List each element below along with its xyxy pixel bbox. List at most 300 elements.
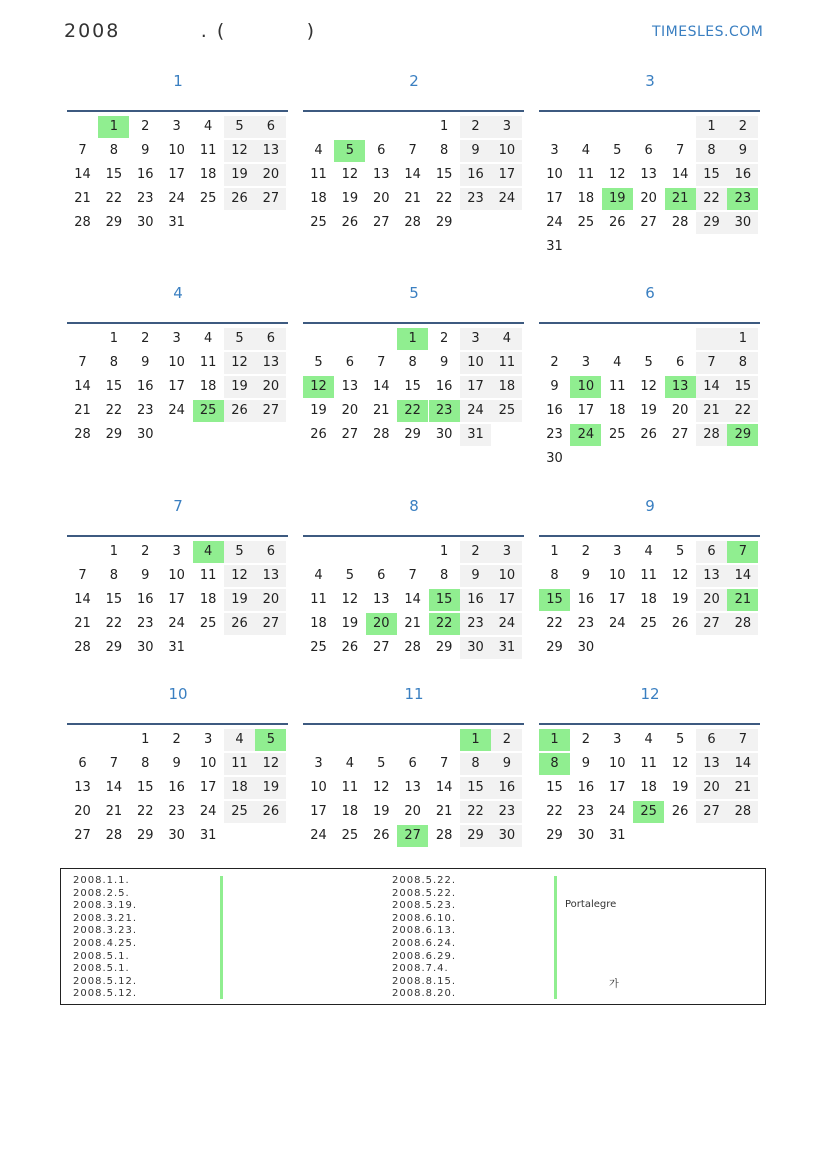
day-cell[interactable]: 3 bbox=[491, 116, 522, 138]
day-cell[interactable]: 9 bbox=[439, 355, 449, 370]
day-cell[interactable]: 5 bbox=[377, 756, 386, 771]
day-cell[interactable]: 24 bbox=[199, 804, 217, 819]
day-cell[interactable]: 17 bbox=[168, 167, 185, 182]
day-cell[interactable]: 20 bbox=[74, 804, 91, 819]
day-cell[interactable]: 18 bbox=[609, 403, 626, 418]
day-cell[interactable]: 14 bbox=[373, 379, 390, 394]
day-cell[interactable]: 27 bbox=[373, 640, 390, 655]
day-cell[interactable]: 14 bbox=[404, 167, 421, 182]
holiday-day-cell[interactable]: 27 bbox=[397, 825, 428, 847]
day-cell[interactable]: 24 bbox=[168, 403, 185, 418]
day-cell[interactable]: 28 bbox=[671, 215, 689, 230]
day-cell[interactable]: 24 bbox=[491, 613, 522, 635]
day-cell[interactable]: 29 bbox=[105, 215, 123, 230]
day-cell[interactable]: 17 bbox=[310, 804, 327, 819]
day-cell[interactable]: 31 bbox=[199, 828, 217, 843]
day-cell[interactable]: 27 bbox=[255, 400, 286, 422]
day-cell[interactable]: 4 bbox=[203, 119, 213, 134]
day-cell[interactable]: 3 bbox=[460, 328, 491, 350]
day-cell[interactable]: 17 bbox=[491, 589, 522, 611]
day-cell[interactable]: 10 bbox=[491, 565, 522, 587]
day-cell[interactable]: 27 bbox=[255, 613, 286, 635]
day-cell[interactable]: 11 bbox=[491, 352, 522, 374]
day-cell[interactable]: 10 bbox=[168, 143, 185, 158]
day-cell[interactable]: 15 bbox=[105, 592, 123, 607]
day-cell[interactable]: 23 bbox=[491, 801, 522, 823]
holiday-day-cell[interactable]: 25 bbox=[633, 801, 664, 823]
day-cell[interactable]: 31 bbox=[168, 215, 185, 230]
day-cell[interactable]: 23 bbox=[137, 403, 154, 418]
day-cell[interactable]: 13 bbox=[696, 565, 727, 587]
day-cell[interactable]: 9 bbox=[460, 140, 491, 162]
day-cell[interactable]: 18 bbox=[199, 379, 217, 394]
day-cell[interactable]: 24 bbox=[310, 828, 327, 843]
day-cell[interactable]: 22 bbox=[105, 616, 123, 631]
day-cell[interactable]: 9 bbox=[141, 355, 150, 370]
day-cell[interactable]: 5 bbox=[675, 732, 685, 747]
day-cell[interactable]: 1 bbox=[439, 119, 449, 134]
day-cell[interactable]: 17 bbox=[491, 164, 522, 186]
day-cell[interactable]: 16 bbox=[546, 403, 563, 418]
day-cell[interactable]: 13 bbox=[373, 167, 390, 182]
day-cell[interactable]: 13 bbox=[74, 780, 91, 795]
day-cell[interactable]: 25 bbox=[341, 828, 359, 843]
day-cell[interactable]: 28 bbox=[696, 424, 727, 446]
day-cell[interactable]: 6 bbox=[377, 568, 386, 583]
day-cell[interactable]: 7 bbox=[727, 729, 758, 751]
day-cell[interactable]: 2 bbox=[550, 355, 559, 370]
day-cell[interactable]: 2 bbox=[491, 729, 522, 751]
holiday-day-cell[interactable]: 12 bbox=[303, 376, 334, 398]
day-cell[interactable]: 24 bbox=[491, 188, 522, 210]
day-cell[interactable]: 16 bbox=[137, 592, 154, 607]
day-cell[interactable]: 30 bbox=[460, 637, 491, 659]
day-cell[interactable]: 1 bbox=[109, 544, 119, 559]
day-cell[interactable]: 5 bbox=[224, 541, 255, 563]
day-cell[interactable]: 10 bbox=[168, 568, 185, 583]
day-cell[interactable]: 11 bbox=[577, 167, 595, 182]
day-cell[interactable]: 20 bbox=[373, 191, 390, 206]
day-cell[interactable]: 28 bbox=[74, 427, 91, 442]
day-cell[interactable]: 11 bbox=[199, 568, 217, 583]
day-cell[interactable]: 26 bbox=[341, 640, 359, 655]
day-cell[interactable]: 20 bbox=[255, 589, 286, 611]
day-cell[interactable]: 8 bbox=[109, 568, 119, 583]
day-cell[interactable]: 6 bbox=[255, 116, 286, 138]
day-cell[interactable]: 2 bbox=[460, 541, 491, 563]
day-cell[interactable]: 2 bbox=[141, 544, 150, 559]
day-cell[interactable]: 15 bbox=[137, 780, 154, 795]
day-cell[interactable]: 8 bbox=[550, 568, 559, 583]
day-cell[interactable]: 19 bbox=[341, 191, 359, 206]
day-cell[interactable]: 29 bbox=[460, 825, 491, 847]
day-cell[interactable]: 15 bbox=[435, 167, 453, 182]
day-cell[interactable]: 11 bbox=[341, 780, 359, 795]
holiday-day-cell[interactable]: 21 bbox=[665, 188, 696, 210]
day-cell[interactable]: 6 bbox=[255, 541, 286, 563]
day-cell[interactable]: 6 bbox=[78, 756, 87, 771]
day-cell[interactable]: 26 bbox=[255, 801, 286, 823]
day-cell[interactable]: 11 bbox=[310, 592, 327, 607]
day-cell[interactable]: 23 bbox=[577, 616, 595, 631]
day-cell[interactable]: 4 bbox=[345, 756, 355, 771]
day-cell[interactable]: 14 bbox=[74, 167, 91, 182]
day-cell[interactable]: 9 bbox=[581, 756, 591, 771]
day-cell[interactable]: 11 bbox=[224, 753, 255, 775]
day-cell[interactable]: 1 bbox=[109, 331, 119, 346]
day-cell[interactable]: 15 bbox=[105, 167, 123, 182]
day-cell[interactable]: 4 bbox=[224, 729, 255, 751]
day-cell[interactable]: 2 bbox=[141, 119, 150, 134]
day-cell[interactable]: 3 bbox=[581, 355, 591, 370]
day-cell[interactable]: 25 bbox=[310, 215, 327, 230]
day-cell[interactable]: 18 bbox=[491, 376, 522, 398]
day-cell[interactable]: 22 bbox=[546, 804, 563, 819]
day-cell[interactable]: 19 bbox=[310, 403, 327, 418]
day-cell[interactable]: 13 bbox=[255, 140, 286, 162]
day-cell[interactable]: 23 bbox=[137, 191, 154, 206]
day-cell[interactable]: 1 bbox=[439, 544, 449, 559]
day-cell[interactable]: 18 bbox=[310, 616, 327, 631]
day-cell[interactable]: 12 bbox=[224, 565, 255, 587]
day-cell[interactable]: 10 bbox=[168, 355, 185, 370]
day-cell[interactable]: 12 bbox=[609, 167, 626, 182]
day-cell[interactable]: 15 bbox=[404, 379, 421, 394]
day-cell[interactable]: 14 bbox=[105, 780, 123, 795]
day-cell[interactable]: 18 bbox=[640, 592, 657, 607]
day-cell[interactable]: 1 bbox=[550, 544, 559, 559]
day-cell[interactable]: 29 bbox=[546, 828, 563, 843]
day-cell[interactable]: 5 bbox=[314, 355, 323, 370]
day-cell[interactable]: 24 bbox=[609, 804, 626, 819]
day-cell[interactable]: 7 bbox=[408, 143, 417, 158]
day-cell[interactable]: 7 bbox=[408, 568, 417, 583]
day-cell[interactable]: 12 bbox=[341, 592, 359, 607]
day-cell[interactable]: 23 bbox=[577, 804, 595, 819]
day-cell[interactable]: 3 bbox=[314, 756, 323, 771]
holiday-day-cell[interactable]: 21 bbox=[727, 589, 758, 611]
holiday-day-cell[interactable]: 23 bbox=[727, 188, 758, 210]
day-cell[interactable]: 24 bbox=[546, 215, 563, 230]
day-cell[interactable]: 26 bbox=[310, 427, 327, 442]
day-cell[interactable]: 21 bbox=[696, 400, 727, 422]
day-cell[interactable]: 16 bbox=[460, 164, 491, 186]
day-cell[interactable]: 7 bbox=[78, 355, 87, 370]
day-cell[interactable]: 22 bbox=[105, 191, 123, 206]
day-cell[interactable]: 20 bbox=[671, 403, 689, 418]
day-cell[interactable]: 3 bbox=[172, 544, 181, 559]
day-cell[interactable]: 24 bbox=[609, 616, 626, 631]
day-cell[interactable]: 11 bbox=[640, 568, 657, 583]
day-cell[interactable]: 3 bbox=[550, 143, 559, 158]
day-cell[interactable]: 16 bbox=[577, 592, 595, 607]
day-cell[interactable]: 6 bbox=[644, 143, 653, 158]
day-cell[interactable]: 2 bbox=[581, 732, 591, 747]
day-cell[interactable]: 19 bbox=[640, 403, 657, 418]
day-cell[interactable]: 19 bbox=[224, 376, 255, 398]
day-cell[interactable]: 6 bbox=[696, 729, 727, 751]
day-cell[interactable]: 3 bbox=[172, 331, 181, 346]
day-cell[interactable]: 25 bbox=[310, 640, 327, 655]
day-cell[interactable]: 21 bbox=[105, 804, 123, 819]
day-cell[interactable]: 9 bbox=[550, 379, 559, 394]
day-cell[interactable]: 20 bbox=[404, 804, 421, 819]
holiday-day-cell[interactable]: 7 bbox=[727, 541, 758, 563]
day-cell[interactable]: 3 bbox=[203, 732, 213, 747]
day-cell[interactable]: 31 bbox=[609, 828, 626, 843]
day-cell[interactable]: 16 bbox=[491, 777, 522, 799]
day-cell[interactable]: 26 bbox=[671, 804, 689, 819]
holiday-day-cell[interactable]: 22 bbox=[429, 613, 460, 635]
holiday-day-cell[interactable]: 20 bbox=[366, 613, 397, 635]
day-cell[interactable]: 29 bbox=[696, 212, 727, 234]
holiday-day-cell[interactable]: 13 bbox=[665, 376, 696, 398]
day-cell[interactable]: 21 bbox=[74, 191, 91, 206]
day-cell[interactable]: 21 bbox=[74, 616, 91, 631]
day-cell[interactable]: 6 bbox=[255, 328, 286, 350]
day-cell[interactable]: 1 bbox=[696, 116, 727, 138]
day-cell[interactable]: 18 bbox=[341, 804, 359, 819]
day-cell[interactable]: 17 bbox=[546, 191, 563, 206]
day-cell[interactable]: 13 bbox=[341, 379, 359, 394]
day-cell[interactable]: 10 bbox=[609, 568, 626, 583]
day-cell[interactable]: 9 bbox=[172, 756, 181, 771]
day-cell[interactable]: 12 bbox=[255, 753, 286, 775]
day-cell[interactable]: 11 bbox=[310, 167, 327, 182]
day-cell[interactable]: 19 bbox=[224, 589, 255, 611]
day-cell[interactable]: 28 bbox=[74, 215, 91, 230]
day-cell[interactable]: 15 bbox=[546, 780, 563, 795]
day-cell[interactable]: 2 bbox=[172, 732, 181, 747]
day-cell[interactable]: 1 bbox=[141, 732, 150, 747]
day-cell[interactable]: 23 bbox=[546, 427, 563, 442]
day-cell[interactable]: 16 bbox=[727, 164, 758, 186]
day-cell[interactable]: 28 bbox=[727, 801, 758, 823]
day-cell[interactable]: 7 bbox=[377, 355, 386, 370]
day-cell[interactable]: 25 bbox=[199, 616, 217, 631]
day-cell[interactable]: 28 bbox=[727, 613, 758, 635]
day-cell[interactable]: 2 bbox=[727, 116, 758, 138]
day-cell[interactable]: 17 bbox=[609, 592, 626, 607]
day-cell[interactable]: 3 bbox=[172, 119, 181, 134]
day-cell[interactable]: 6 bbox=[377, 143, 386, 158]
day-cell[interactable]: 6 bbox=[696, 541, 727, 563]
day-cell[interactable]: 20 bbox=[696, 589, 727, 611]
day-cell[interactable]: 30 bbox=[577, 640, 595, 655]
day-cell[interactable]: 15 bbox=[696, 164, 727, 186]
day-cell[interactable]: 14 bbox=[671, 167, 689, 182]
day-cell[interactable]: 7 bbox=[78, 568, 87, 583]
day-cell[interactable]: 1 bbox=[727, 328, 758, 350]
day-cell[interactable]: 26 bbox=[671, 616, 689, 631]
day-cell[interactable]: 16 bbox=[137, 167, 154, 182]
day-cell[interactable]: 8 bbox=[439, 143, 449, 158]
day-cell[interactable]: 25 bbox=[199, 191, 217, 206]
day-cell[interactable]: 9 bbox=[581, 568, 591, 583]
day-cell[interactable]: 24 bbox=[168, 191, 185, 206]
day-cell[interactable]: 8 bbox=[141, 756, 150, 771]
day-cell[interactable]: 18 bbox=[577, 191, 595, 206]
day-cell[interactable]: 14 bbox=[74, 592, 91, 607]
day-cell[interactable]: 13 bbox=[696, 753, 727, 775]
day-cell[interactable]: 26 bbox=[373, 828, 390, 843]
day-cell[interactable]: 28 bbox=[435, 828, 453, 843]
holiday-day-cell[interactable]: 23 bbox=[429, 400, 460, 422]
day-cell[interactable]: 20 bbox=[640, 191, 657, 206]
day-cell[interactable]: 10 bbox=[310, 780, 327, 795]
day-cell[interactable]: 25 bbox=[609, 427, 626, 442]
day-cell[interactable]: 13 bbox=[255, 565, 286, 587]
day-cell[interactable]: 4 bbox=[644, 544, 653, 559]
day-cell[interactable]: 18 bbox=[199, 592, 217, 607]
day-cell[interactable]: 31 bbox=[168, 640, 185, 655]
day-cell[interactable]: 15 bbox=[727, 376, 758, 398]
day-cell[interactable]: 6 bbox=[675, 355, 685, 370]
day-cell[interactable]: 4 bbox=[613, 355, 622, 370]
day-cell[interactable]: 29 bbox=[105, 427, 123, 442]
day-cell[interactable]: 4 bbox=[314, 568, 323, 583]
holiday-day-cell[interactable]: 10 bbox=[570, 376, 601, 398]
day-cell[interactable]: 14 bbox=[74, 379, 91, 394]
day-cell[interactable]: 17 bbox=[577, 403, 595, 418]
holiday-day-cell[interactable]: 1 bbox=[539, 729, 570, 751]
day-cell[interactable]: 23 bbox=[137, 616, 154, 631]
day-cell[interactable]: 21 bbox=[373, 403, 390, 418]
day-cell[interactable]: 28 bbox=[105, 828, 123, 843]
day-cell[interactable]: 4 bbox=[314, 143, 323, 158]
day-cell[interactable]: 24 bbox=[460, 400, 491, 422]
day-cell[interactable]: 14 bbox=[435, 780, 453, 795]
day-cell[interactable]: 20 bbox=[255, 164, 286, 186]
holiday-day-cell[interactable]: 29 bbox=[727, 424, 758, 446]
holiday-day-cell[interactable]: 15 bbox=[429, 589, 460, 611]
day-cell[interactable]: 21 bbox=[727, 777, 758, 799]
holiday-day-cell[interactable]: 19 bbox=[602, 188, 633, 210]
day-cell[interactable]: 17 bbox=[609, 780, 626, 795]
day-cell[interactable]: 29 bbox=[435, 640, 453, 655]
holiday-day-cell[interactable]: 22 bbox=[397, 400, 428, 422]
day-cell[interactable]: 23 bbox=[460, 613, 491, 635]
day-cell[interactable]: 16 bbox=[137, 379, 154, 394]
day-cell[interactable]: 21 bbox=[404, 616, 421, 631]
day-cell[interactable]: 26 bbox=[609, 215, 626, 230]
day-cell[interactable]: 26 bbox=[224, 188, 255, 210]
day-cell[interactable]: 28 bbox=[373, 427, 390, 442]
day-cell[interactable]: 14 bbox=[696, 376, 727, 398]
day-cell[interactable]: 27 bbox=[341, 427, 359, 442]
day-cell[interactable]: 21 bbox=[404, 191, 421, 206]
day-cell[interactable]: 11 bbox=[609, 379, 626, 394]
day-cell[interactable]: 24 bbox=[168, 616, 185, 631]
day-cell[interactable]: 22 bbox=[546, 616, 563, 631]
day-cell[interactable]: 30 bbox=[491, 825, 522, 847]
day-cell[interactable]: 25 bbox=[491, 400, 522, 422]
day-cell[interactable]: 21 bbox=[435, 804, 453, 819]
day-cell[interactable]: 19 bbox=[341, 616, 359, 631]
day-cell[interactable]: 22 bbox=[460, 801, 491, 823]
day-cell[interactable]: 14 bbox=[727, 753, 758, 775]
day-cell[interactable]: 17 bbox=[168, 592, 185, 607]
day-cell[interactable]: 30 bbox=[168, 828, 185, 843]
day-cell[interactable]: 19 bbox=[224, 164, 255, 186]
day-cell[interactable]: 28 bbox=[404, 215, 421, 230]
day-cell[interactable]: 10 bbox=[546, 167, 563, 182]
holiday-day-cell[interactable]: 8 bbox=[539, 753, 570, 775]
day-cell[interactable]: 27 bbox=[74, 828, 91, 843]
day-cell[interactable]: 3 bbox=[613, 544, 622, 559]
day-cell[interactable]: 28 bbox=[74, 640, 91, 655]
day-cell[interactable]: 27 bbox=[696, 613, 727, 635]
day-cell[interactable]: 12 bbox=[224, 352, 255, 374]
day-cell[interactable]: 26 bbox=[341, 215, 359, 230]
day-cell[interactable]: 18 bbox=[224, 777, 255, 799]
day-cell[interactable]: 12 bbox=[373, 780, 390, 795]
day-cell[interactable]: 6 bbox=[345, 355, 355, 370]
day-cell[interactable]: 13 bbox=[255, 352, 286, 374]
day-cell[interactable]: 30 bbox=[727, 212, 758, 234]
day-cell[interactable]: 9 bbox=[460, 565, 491, 587]
holiday-day-cell[interactable]: 24 bbox=[570, 424, 601, 446]
day-cell[interactable]: 8 bbox=[439, 568, 449, 583]
day-cell[interactable]: 4 bbox=[203, 331, 213, 346]
day-cell[interactable]: 5 bbox=[675, 544, 685, 559]
day-cell[interactable]: 25 bbox=[640, 616, 657, 631]
day-cell[interactable]: 11 bbox=[640, 756, 657, 771]
day-cell[interactable]: 4 bbox=[581, 143, 591, 158]
day-cell[interactable]: 31 bbox=[491, 637, 522, 659]
day-cell[interactable]: 13 bbox=[404, 780, 421, 795]
day-cell[interactable]: 4 bbox=[644, 732, 653, 747]
day-cell[interactable]: 26 bbox=[224, 613, 255, 635]
day-cell[interactable]: 16 bbox=[168, 780, 185, 795]
day-cell[interactable]: 29 bbox=[105, 640, 123, 655]
day-cell[interactable]: 5 bbox=[613, 143, 622, 158]
holiday-day-cell[interactable]: 15 bbox=[539, 589, 570, 611]
day-cell[interactable]: 20 bbox=[255, 376, 286, 398]
day-cell[interactable]: 9 bbox=[491, 753, 522, 775]
holiday-day-cell[interactable]: 1 bbox=[98, 116, 129, 138]
day-cell[interactable]: 15 bbox=[105, 379, 123, 394]
day-cell[interactable]: 27 bbox=[255, 188, 286, 210]
day-cell[interactable]: 9 bbox=[727, 140, 758, 162]
day-cell[interactable]: 18 bbox=[310, 191, 327, 206]
day-cell[interactable]: 16 bbox=[435, 379, 453, 394]
day-cell[interactable]: 12 bbox=[224, 140, 255, 162]
day-cell[interactable]: 12 bbox=[671, 756, 689, 771]
day-cell[interactable]: 16 bbox=[577, 780, 595, 795]
day-cell[interactable]: 10 bbox=[609, 756, 626, 771]
day-cell[interactable]: 23 bbox=[460, 188, 491, 210]
day-cell[interactable]: 12 bbox=[341, 167, 359, 182]
day-cell[interactable]: 19 bbox=[671, 780, 689, 795]
day-cell[interactable]: 22 bbox=[105, 403, 123, 418]
day-cell[interactable]: 27 bbox=[696, 801, 727, 823]
day-cell[interactable]: 8 bbox=[727, 352, 758, 374]
day-cell[interactable]: 7 bbox=[78, 143, 87, 158]
day-cell[interactable]: 10 bbox=[460, 352, 491, 374]
day-cell[interactable]: 8 bbox=[460, 753, 491, 775]
day-cell[interactable]: 5 bbox=[224, 328, 255, 350]
day-cell[interactable]: 30 bbox=[137, 215, 154, 230]
day-cell[interactable]: 22 bbox=[137, 804, 154, 819]
day-cell[interactable]: 6 bbox=[408, 756, 417, 771]
day-cell[interactable]: 2 bbox=[460, 116, 491, 138]
day-cell[interactable]: 29 bbox=[137, 828, 154, 843]
day-cell[interactable]: 11 bbox=[199, 143, 217, 158]
day-cell[interactable]: 30 bbox=[137, 640, 154, 655]
day-cell[interactable]: 26 bbox=[640, 427, 657, 442]
day-cell[interactable]: 31 bbox=[460, 424, 491, 446]
